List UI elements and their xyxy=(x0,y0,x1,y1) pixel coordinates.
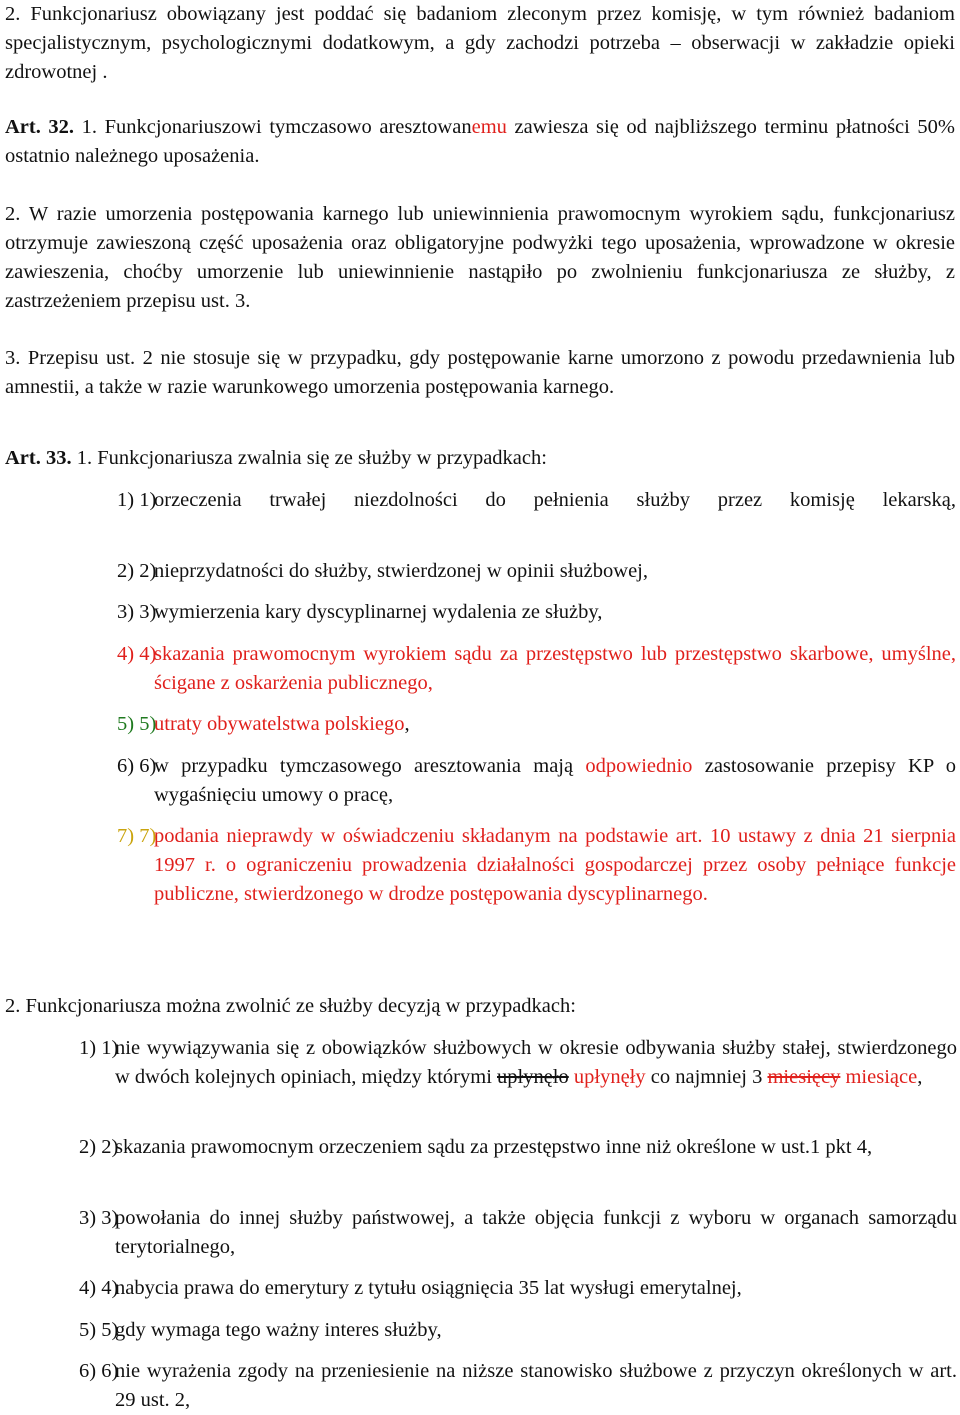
list-item: 3) 3) powołania do innej służby państwowej, a także objęcia funkcji z wyboru w organach samorządu terytorialnego, xyxy=(79,1207,957,1258)
list-item: 6) 6) nie wyrażenia zgody na przeniesienie na niższe stanowisko służbowe z przyczyn określonych w art. 29 ust. 2, xyxy=(79,1360,957,1411)
edit-insert: miesiące xyxy=(845,1066,918,1088)
art33-intro: Art. 33. 1. Funkcjonariusza zwalnia się ze służby w przypadkach: xyxy=(5,447,547,469)
list-item: 5) 5) utraty obywatelstwa polskiego, xyxy=(117,713,410,735)
list-item: 6) 6) w przypadku tymczasowego aresztowania mają odpowiednio zastosowanie przepisy KP o wygaśnięciu umowy o pracę, xyxy=(117,755,956,806)
list-item: 5) 5) gdy wymaga tego ważny interes służby, xyxy=(79,1319,442,1341)
art33-paragraph-2-intro: 2. Funkcjonariusza można zwolnić ze służby decyzją w przypadkach: xyxy=(5,995,576,1017)
list-item: 4) 4) nabycia prawa do emerytury z tytułu osiągnięcia 35 lat wysługi emerytalnej, xyxy=(79,1277,742,1299)
edit-deletion: miesięcy xyxy=(767,1066,841,1088)
paragraph-2-obligation: 2. Funkcjonariusz obowiązany jest poddać się badaniom zleconym przez komisję, w tym również badaniom specjalistycznym, psychologicznymi dodatkowym, a gdy zachodzi potrzeba – obserwacji w zakładzie opieki zdrowotnej . xyxy=(5,3,955,83)
list-item: 1) 1) orzeczenia trwałej niezdolności do pełnienia służby przez komisję lekarską, xyxy=(117,489,956,511)
list-item: 7) 7) podania nieprawdy w oświadczeniu składanym na podstawie art. 10 ustawy z dnia 21 sierpnia 1997 r. o ograniczeniu prowadzenia działalności gospodarczej przez osoby pełniące funkcje publiczne, stwierdzonego w drodze postępowania dyscyplinarnego. xyxy=(117,825,956,905)
list-item: 4) 4) skazania prawomocnym wyrokiem sądu za przestępstwo lub przestępstwo skarbowe, umyślne, ścigane z oskarżenia publicznego, xyxy=(117,643,956,694)
list-item: 2) 2) skazania prawomocnym orzeczeniem sądu za przestępstwo inne niż określone w ust.1 pkt 4, xyxy=(79,1136,873,1158)
list-item: 2) 2) nieprzydatności do służby, stwierdzonej w opinii służbowej, xyxy=(117,560,648,582)
art32-label: Art. 32. xyxy=(5,116,75,138)
edit-deletion: upłynęło xyxy=(497,1066,569,1088)
art32-paragraph-1: Art. 32. 1. Funkcjonariuszowi tymczasowo aresztowanemu zawiesza się od najbliższego terminu płatności 50% ostatnio należnego uposażenia. xyxy=(5,116,956,167)
edit-insert: emu xyxy=(471,116,507,138)
art33-label: Art. 33. xyxy=(5,447,72,469)
list-item: 1) 1) nie wywiązywania się z obowiązków służbowych w okresie odbywania służby stałej, stwierdzonego w dwóch kolejnych opiniach, między którymi upłynęło upłynęły co najmniej 3 miesięcy miesiące, xyxy=(79,1037,957,1088)
list-item: 3) 3) wymierzenia kary dyscyplinarnej wydalenia ze służby, xyxy=(117,601,603,623)
art32-paragraph-2: 2. W razie umorzenia postępowania karnego lub uniewinnienia prawomocnym wyrokiem sądu, funkcjonariusz otrzymuje zawieszoną część uposażenia oraz obligatoryjne podwyżki tego uposażenia, wprowadzone w okresie zawieszenia, choćby umorzenie lub uniewinnienie nastąpiło po zwolnieniu funkcjonariusza ze służby, z zastrzeżeniem przepisu ust. 3. xyxy=(5,203,955,312)
edit-insert: upłynęły xyxy=(573,1066,646,1088)
art32-paragraph-3: 3. Przepisu ust. 2 nie stosuje się w przypadku, gdy postępowanie karne umorzono z powodu przedawnienia lub amnestii, a także w razie warunkowego umorzenia postępowania karnego. xyxy=(5,347,955,398)
